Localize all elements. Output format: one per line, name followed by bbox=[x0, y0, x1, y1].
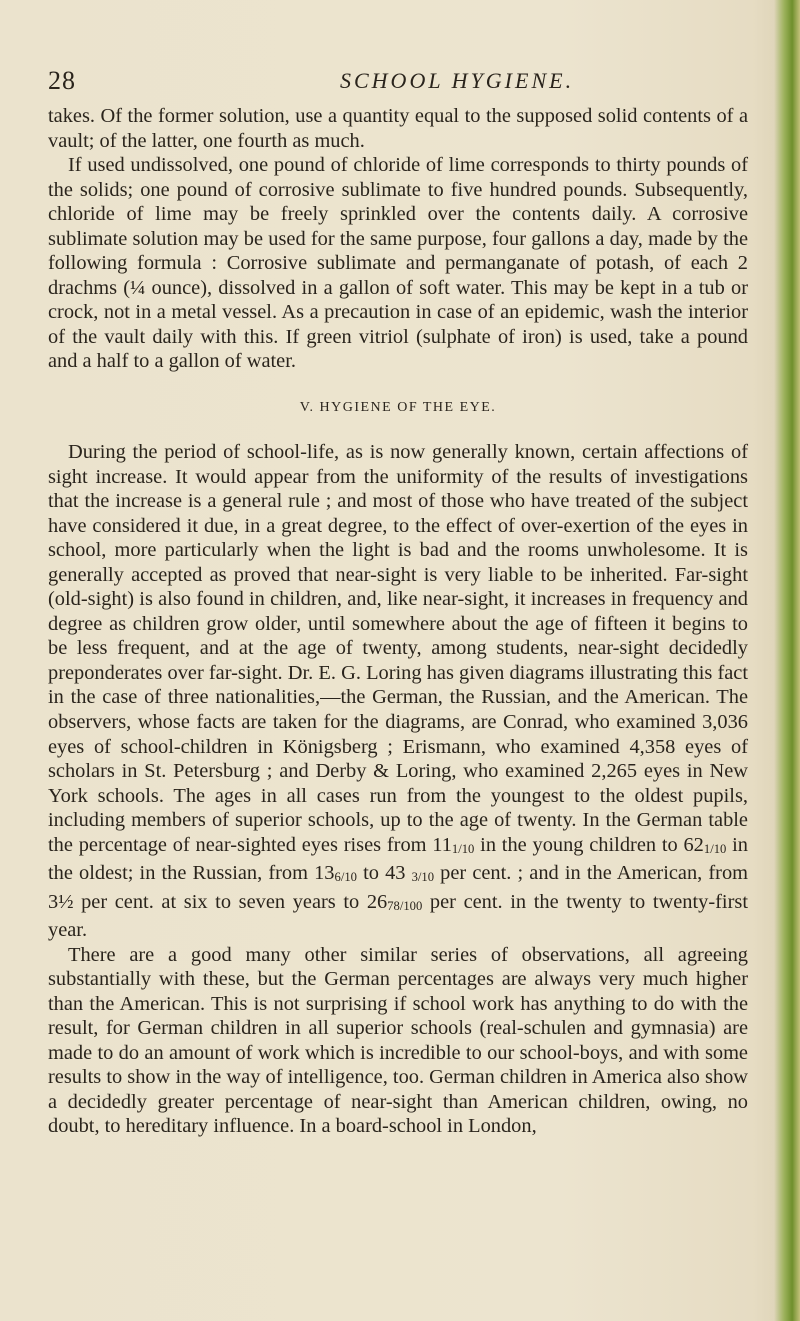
paragraph-observations: There are a good many other similar series of observations, all agreeing substantially with these, but the German percentages are always very much higher than the American. This is not surprising if school work has anything to do with the result, for German children in all superior schools (real-schulen and gymnasia) are made to do an amount of work which is incredible to our school-boys, and with some results to show in the way of intelligence, too. German children in America also show a decidedly greater percentage of near-sight than American children, owing, no doubt, to hereditary influence. In a board-school in London, bbox=[48, 943, 748, 1138]
running-head bbox=[0, 66, 800, 96]
running-head-title: SCHOOL HYGIENE. bbox=[340, 68, 575, 93]
text-run: to 43 bbox=[356, 862, 412, 885]
fraction: 3/10 bbox=[411, 870, 435, 885]
text-run: During the period of school-life, as is now generally known, certain affections of sight increase. It would appear from the uniformity of the results of investigations that the increase is a general rule ; and most of those who have treated of the subject have considered it due, in a great degree, to the effect of over-exertion of the eyes in school, more particularly when the light is bad and the rooms unwholesome. It is generally accepted as proved that near-sight is very liable to be inherited. Far-sight (old-sight) is also found in children, and, like near-sight, it increases in frequency and degree as children grow older, until somewhere about the age of fifteen it begins to be less frequent, and at the age of twenty, among students, near-sight decidedly preponderates over far-sight. Dr. E. G. Loring has given diagrams illustrating this fact in the case of three nationalities,—the German, the Russian, and the American. The observers, whose facts are taken for the diagrams, are Conrad, who examined 3,036 eyes of school-children in Königsberg ; Erismann, who examined 4,358 eyes of scholars in St. Petersburg ; and Derby & Loring, who examined 2,265 eyes in New York schools. The ages in all cases run from the youngest to the oldest pupils, including members of superior schools, up to the age of twenty. In the German table the percentage of near-sighted eyes rises from 11 bbox=[48, 441, 748, 856]
paragraph-continuation: takes. Of the former solution, use a quantity equal to the supposed solid contents of a vault; of the latter, one fourth as much. bbox=[48, 105, 748, 152]
paragraph-disinfection: If used undissolved, one pound of chloride of lime corresponds to thirty pounds of the solids; one pound of corrosive sublimate to five hundred pounds. Subsequently, chloride of lime may be freely sprinkled over the contents daily. A corrosive sublimate solution may be used for the same purpose, four gallons a day, made by the following formula : Corrosive sublimate and permanganate of potash, of each 2 drachms (¼ ounce), dissolved in a gallon of soft water. This may be kept in a tub or crock, not in a metal vessel. As a precaution in case of an epidemic, wash the interior of the vault daily with this. If green vitriol (sulphate of iron) is used, take a pound and a half to a gallon of water. bbox=[48, 154, 748, 373]
fraction: 78/100 bbox=[387, 898, 423, 913]
paragraph-eye-hygiene bbox=[48, 440, 748, 943]
page-number: 28 bbox=[48, 66, 76, 95]
text-run: per cent. ; and in the American, from 3½ per cent. at six to seven years to 26 bbox=[48, 862, 749, 913]
fraction: 1/10 bbox=[703, 841, 727, 856]
section-heading: V. HYGIENE OF THE EYE. bbox=[299, 400, 497, 416]
body-text bbox=[48, 104, 748, 1139]
text-run: per cent. in the twenty to twenty-first year. bbox=[48, 890, 748, 942]
text-run: in the young children to 62 bbox=[474, 833, 704, 856]
fraction: 1/10 bbox=[451, 841, 475, 856]
fraction: 6/10 bbox=[334, 870, 357, 885]
page-edge-binding bbox=[774, 0, 800, 1321]
text-run: in the oldest; in the Russian, from 13 bbox=[48, 833, 748, 885]
